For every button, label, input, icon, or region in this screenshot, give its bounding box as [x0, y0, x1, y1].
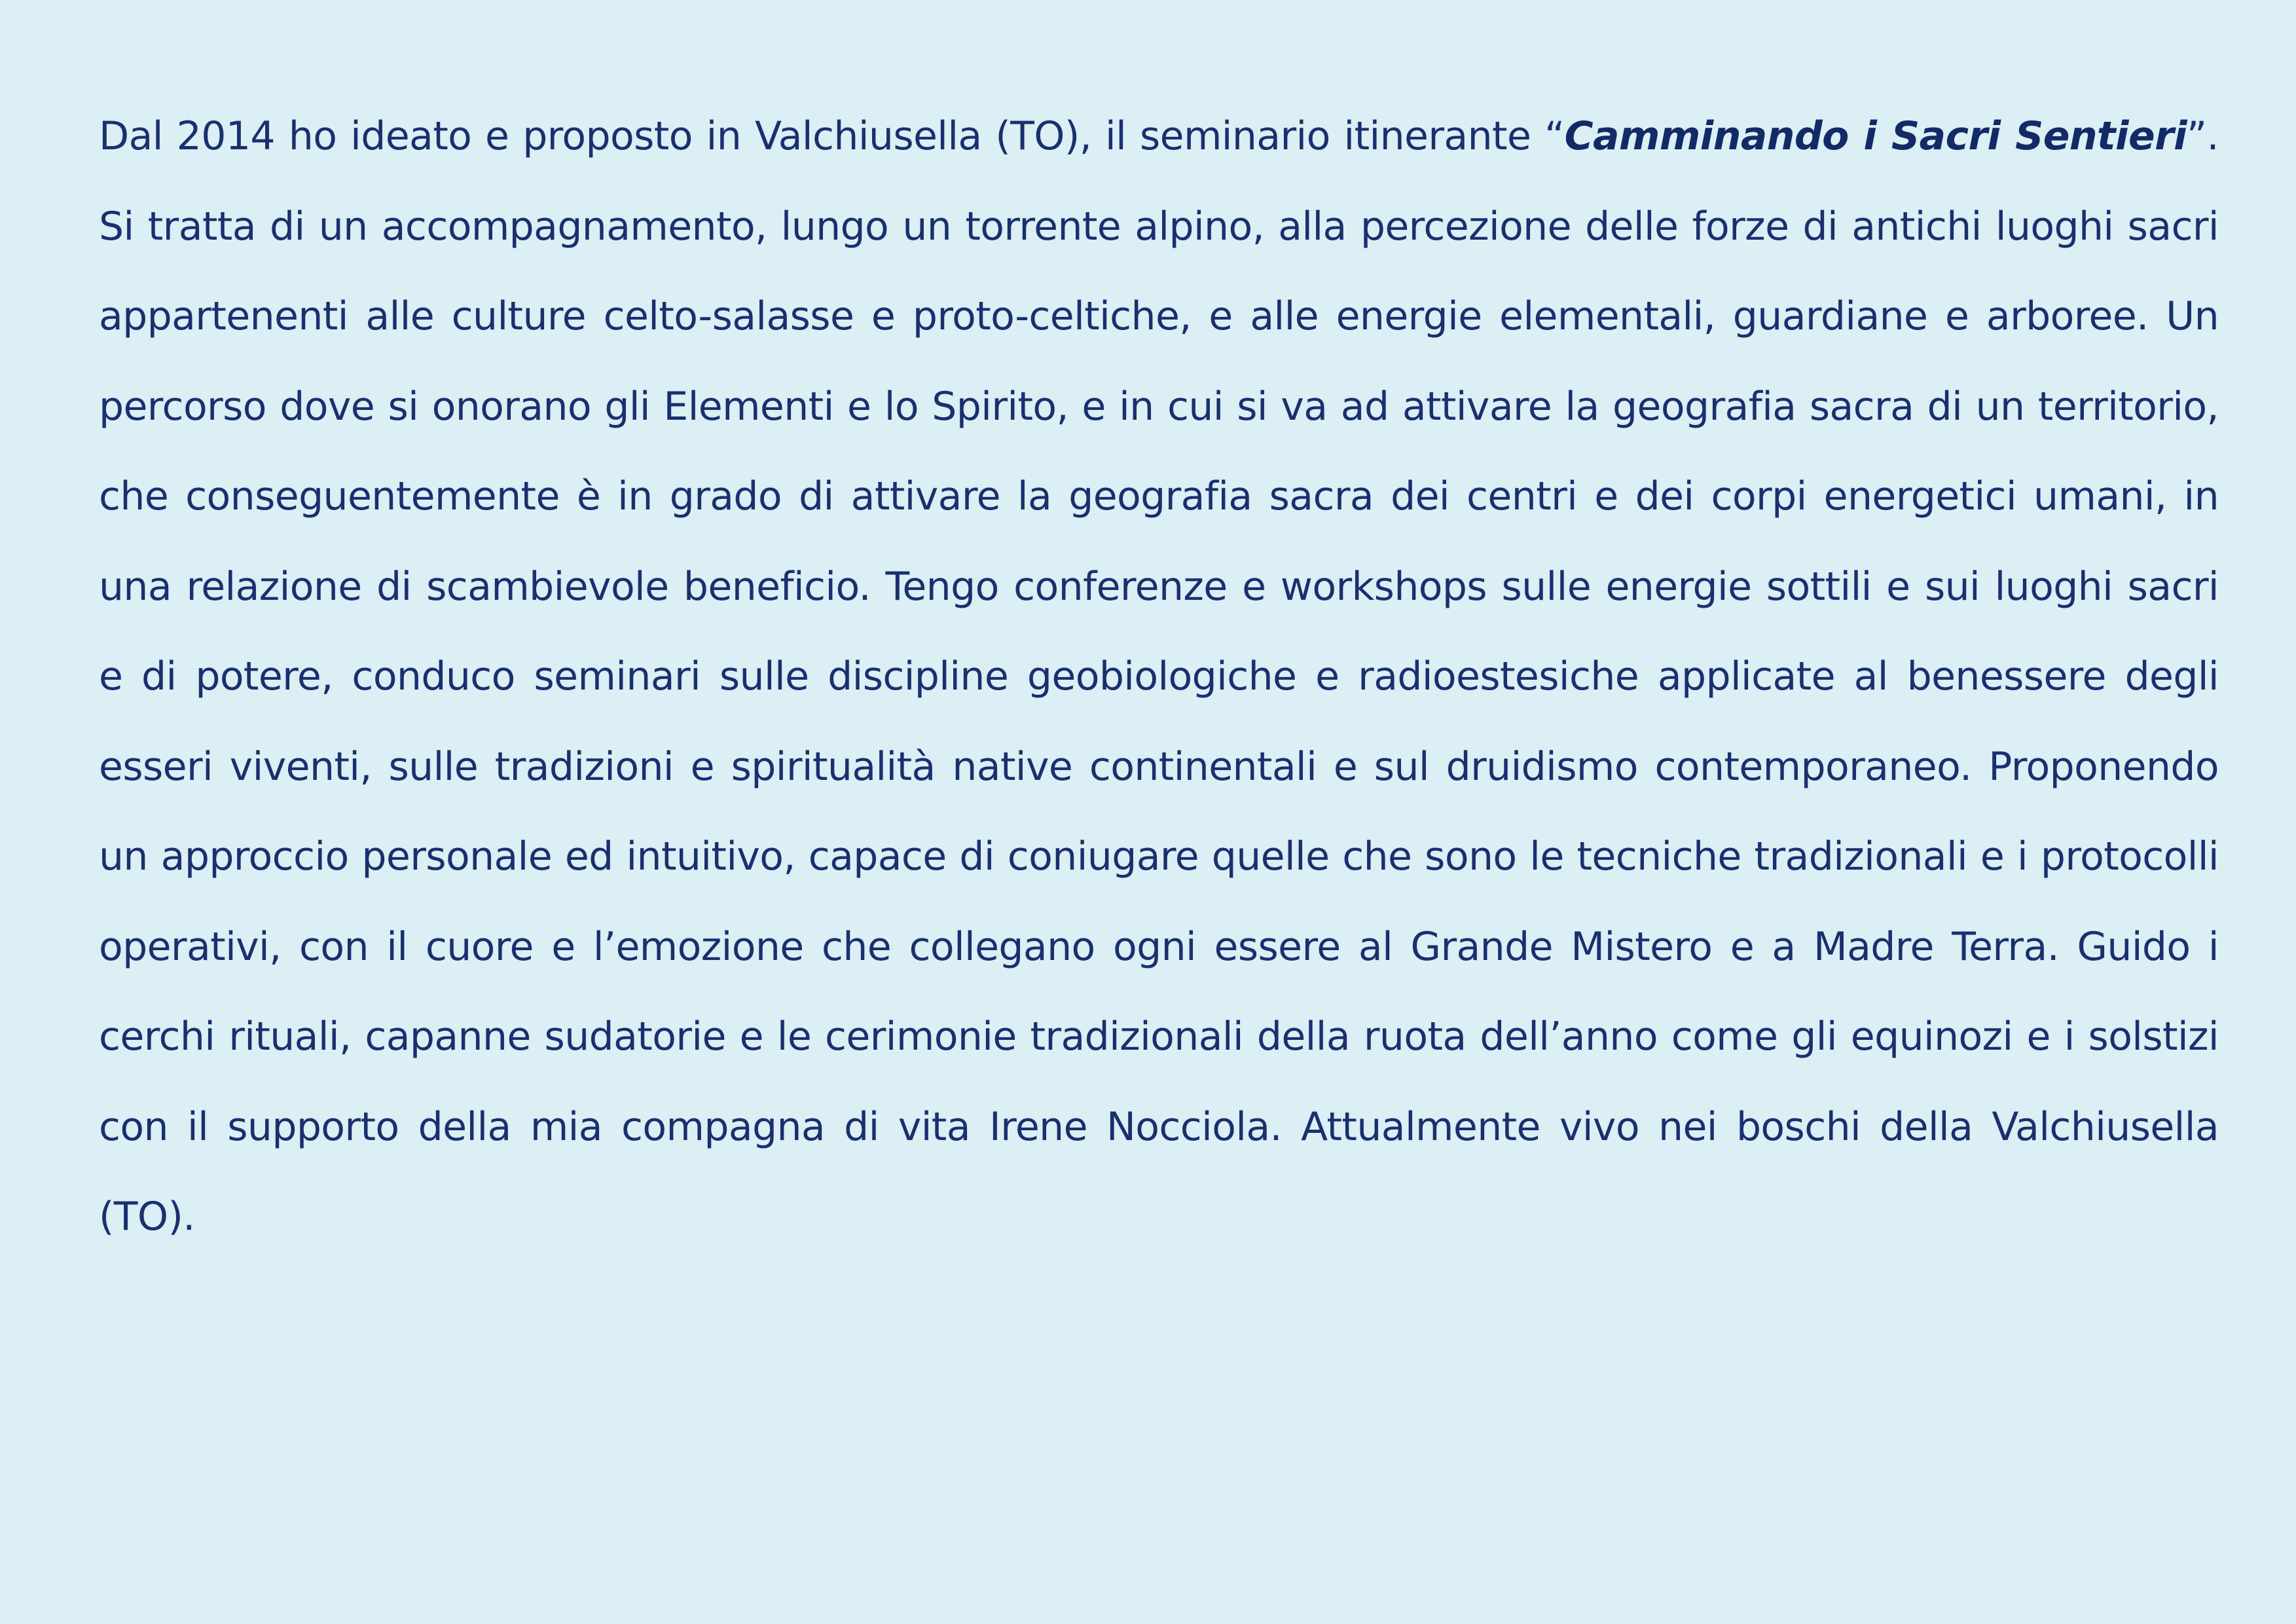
- paragraph-body: ”. Si tratta di un accompagnamento, lungo un torrente alpino, alla percezione delle forze di antichi luoghi sacri appartenenti alle culture celto-salasse e proto-celtiche, e alle energie elementali, guardiane e arboree. Un percorso dove si onorano gli Elementi e lo Spirito, e in cui si va ad attivare la geografia sacra di un territorio, che conseguentemente è in grado di attivare la geografia sacra dei centri e dei corpi energetici umani, in una relazione di scambievole beneficio. Tengo conferenze e workshops sulle energie sottili e sui luoghi sacri e di potere, conduco seminari sulle discipline geobiologiche e radioestesiche applicate al benessere degli esseri viventi, sulle tradizioni e spiritualità native continentali e sul druidismo contemporaneo. Proponendo un approccio personale ed intuitivo, capace di coniugare quelle che sono le tecniche tradizionali e i protocolli operativi, con il cuore e l’emozione che collegano ogni essere al Grande Mistero e a Madre Terra. Guido i cerchi rituali, capanne sudatorie e le cerimonie tradizionali della ruota dell’anno come gli equinozi e i solstizi con il supporto della mia compagna di vita Irene Nocciola. Attualmente vivo nei boschi della Valchiusella (TO).: [99, 113, 2219, 1240]
- seminar-title: Camminando i Sacri Sentieri: [1564, 113, 2187, 159]
- body-paragraph: [99, 92, 2219, 1263]
- text-block: [99, 92, 2219, 1263]
- paragraph-intro: Dal 2014 ho ideato e proposto in Valchiusella (TO), il seminario itinerante “: [99, 113, 1565, 159]
